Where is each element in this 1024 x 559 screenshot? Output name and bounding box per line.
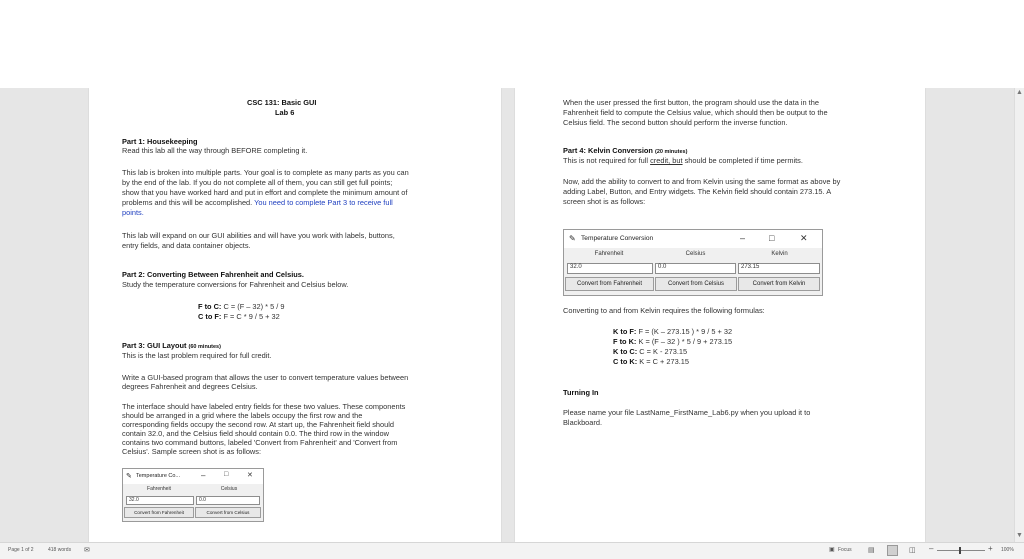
convert-celsius-button: Convert from Celsius: [655, 277, 737, 291]
intro-line: Fahrenheit field to compute the Celsius value, which should then be output to the: [563, 108, 828, 117]
fahrenheit-entry: 32.0: [126, 496, 194, 505]
kelvin-line: Converting to and from Kelvin requires the following formulas:: [563, 306, 765, 315]
close-icon: ✕: [800, 233, 808, 243]
part3-para-line: Celsius'. Sample screen shot is as follows:: [122, 447, 262, 456]
turning-in-line: Please name your file LastName_FirstName_Lab6.py when you upload it to: [563, 408, 811, 417]
label-kelvin: Kelvin: [771, 251, 788, 257]
intro-line: Celsius field. The second button should perform the inverse function.: [563, 118, 788, 127]
turning-in-title: Turning In: [563, 388, 599, 397]
part3-title: Part 3: GUI Layout (60 minutes): [122, 341, 221, 350]
part3-para-line: degrees Fahrenheit and degrees Celsius.: [122, 382, 258, 391]
sample-window-small: [122, 468, 264, 522]
scroll-up-icon[interactable]: ▲: [1016, 89, 1023, 96]
minimize-icon: –: [201, 471, 206, 480]
focus-icon[interactable]: ▣: [829, 547, 835, 553]
zoom-slider-handle[interactable]: [959, 547, 961, 554]
part2-line: Study the temperature conversions for Fahrenheit and Celsius below.: [122, 280, 349, 289]
page-2: [515, 88, 925, 542]
doc-subheading: Lab 6: [275, 108, 295, 117]
part1-para-line: This lab is broken into multiple parts. Your goal is to complete as many parts as you can: [122, 168, 409, 177]
zoom-in-icon[interactable]: +: [988, 544, 993, 553]
label-fahrenheit: Fahrenheit: [594, 251, 624, 257]
formula-f-to-k: F to K: K = (F – 32 ) * 5 / 9 + 273.15: [613, 337, 733, 346]
part3-para-line: contain 32.0, and the Celsius field should contain 0.0. The third row in the window: [122, 429, 389, 438]
part4-para-line: Now, add the ability to convert to and from Kelvin using the same format as above by: [563, 177, 841, 186]
part3-para-line: The interface should have labeled entry fields for these two values. These components: [122, 402, 406, 411]
zoom-out-icon[interactable]: –: [929, 544, 934, 553]
page-count[interactable]: Page 1 of 2: [8, 547, 34, 553]
status-bar: [0, 542, 1024, 559]
zoom-level[interactable]: 100%: [1001, 547, 1014, 553]
part3-line: This is the last problem required for full credit.: [122, 351, 272, 360]
part4-para-line: adding Label, Button, and Entry widgets. The Kelvin field should contain 273.15. A: [563, 187, 832, 196]
read-mode-icon[interactable]: ▤: [868, 547, 875, 554]
kelvin-entry: 273.15: [738, 263, 820, 274]
feather-icon: ✎: [126, 473, 132, 480]
web-layout-icon[interactable]: ◫: [909, 547, 916, 554]
convert-celsius-button: Convert from Celsius: [195, 507, 261, 518]
label-celsius: Celsius: [685, 251, 706, 257]
document-canvas: [0, 88, 1014, 542]
convert-kelvin-button: Convert from Kelvin: [738, 277, 820, 291]
window-title: Temperature Co...: [136, 473, 181, 479]
vertical-scrollbar[interactable]: [1014, 88, 1024, 542]
part1-para-line: show that you have worked hard and put in effort and complete the minimum amount of: [122, 188, 408, 197]
formula-c-to-f: C to F: F = C * 9 / 5 + 32: [198, 312, 280, 321]
formula-k-to-f: K to F: F = (K – 273.15 ) * 9 / 5 + 32: [613, 327, 733, 336]
part1-blue-text: You need to complete Part 3 to receive full: [254, 198, 393, 207]
part3-para-line: Write a GUI-based program that allows the user to convert temperature values between: [122, 373, 409, 382]
part1-para-line: by the end of the lab. If you do not complete all of them, you can still get full points;: [122, 178, 393, 187]
top-area: [0, 0, 1024, 88]
print-layout-icon[interactable]: [887, 545, 898, 556]
convert-fahrenheit-button: Convert from Fahrenheit: [565, 277, 654, 291]
part4-line: This is not required for full credit, but should be completed if time permits.: [563, 156, 803, 165]
word-count[interactable]: 418 words: [48, 547, 72, 553]
part4-title: Part 4: Kelvin Conversion (20 minutes): [563, 146, 688, 155]
maximize-icon: □: [769, 233, 775, 243]
window-title: Temperature Conversion: [581, 235, 654, 242]
label-fahrenheit: Fahrenheit: [147, 486, 171, 492]
credit-link: credit, but: [650, 156, 683, 165]
turning-in-line: Blackboard.: [563, 418, 603, 427]
minimize-icon: –: [740, 233, 746, 243]
celsius-entry: 0.0: [655, 263, 736, 274]
sample-window-kelvin: [563, 229, 823, 296]
expand-para-line: This lab will expand on our GUI abilities and will have you work with labels, buttons,: [122, 231, 395, 240]
formula-c-to-k: C to K: K = C + 273.15: [613, 357, 689, 366]
part1-para-line: problems and this will be accomplished. You need to complete Part 3 to receive full: [122, 198, 393, 207]
part3-para-line: should be arranged in a grid where the labels occupy the first row and the: [122, 411, 363, 420]
close-icon: ✕: [247, 472, 253, 479]
doc-heading: CSC 131: Basic GUI: [247, 98, 317, 107]
page-1: [89, 88, 501, 542]
focus-button[interactable]: Focus: [838, 547, 852, 553]
part3-para-line: corresponding fields occupy the second row. At start up, the Fahrenheit field should: [122, 420, 394, 429]
intro-line: When the user pressed the first button, the program should use the data in the: [563, 98, 819, 107]
part4-para-line: screen shot is as follows:: [563, 197, 646, 206]
window-titlebar: [123, 469, 263, 484]
scroll-down-icon[interactable]: ▼: [1016, 532, 1023, 539]
celsius-entry: 0.0: [196, 496, 260, 505]
part2-title: Part 2: Converting Between Fahrenheit and Celsius.: [122, 270, 304, 279]
label-celsius: Celsius: [220, 486, 238, 492]
fahrenheit-entry: 32.0: [567, 263, 653, 274]
part3-para-line: contains two command buttons, labeled 'Convert from Fahrenheit' and 'Convert from: [122, 438, 398, 447]
zoom-slider[interactable]: [937, 550, 985, 551]
convert-fahrenheit-button: Convert from Fahrenheit: [124, 507, 194, 518]
formula-f-to-c: F to C: C = (F – 32) * 5 / 9: [198, 302, 285, 311]
proofing-icon[interactable]: ✉: [84, 547, 90, 554]
window-titlebar: [564, 230, 822, 248]
formula-k-to-c: K to C: C = K - 273.15: [613, 347, 688, 356]
feather-icon: ✎: [569, 234, 576, 243]
part1-line: Read this lab all the way through BEFORE completing it.: [122, 146, 308, 155]
maximize-icon: □: [224, 471, 229, 478]
part1-blue-text: points.: [122, 208, 144, 217]
expand-para-line: entry fields, and data container objects.: [122, 241, 251, 250]
part1-title: Part 1: Housekeeping: [122, 137, 198, 146]
